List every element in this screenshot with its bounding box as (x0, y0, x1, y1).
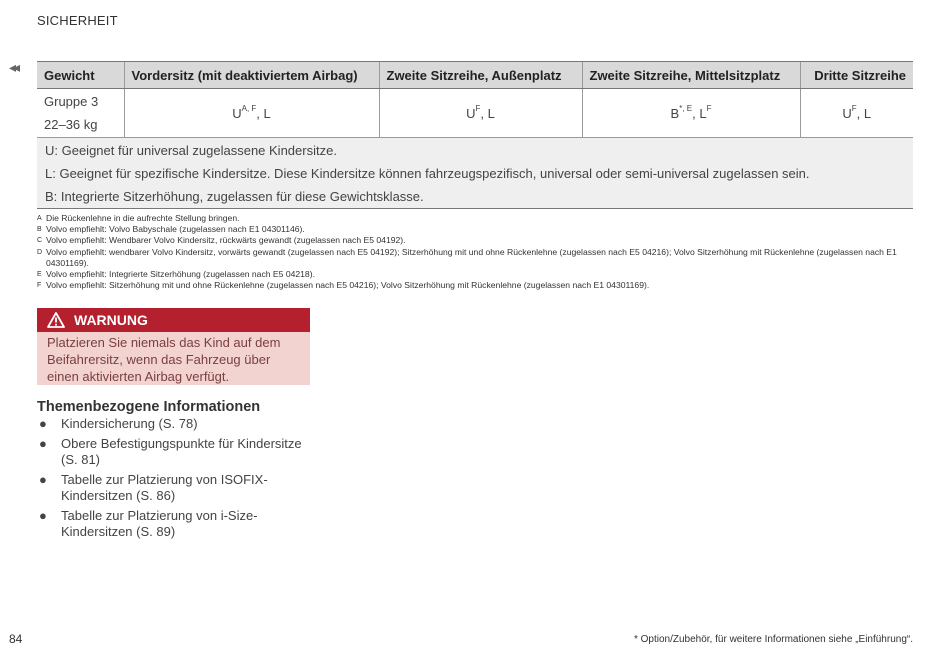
outer-code: U (466, 105, 476, 121)
footnotes (37, 213, 913, 291)
table-header-row (37, 62, 913, 89)
footnote-text: Volvo empfiehlt: wendbarer Volvo Kindersitz, vorwärts gewandt (zugelassen nach E5 04192); Sitzerhöhung mit und ohne Rückenlehne (zugelassen nach E5 04216); Volvo Sitzerhöhung mit Rückenlehne (zugelassen nach E1 04301169). (46, 246, 897, 268)
warning-text: Platzieren Sie niemals das Kind auf dem Beifahrersitz, wenn das Fahrzeug über einen aktivierten Airbag verfügt. (47, 335, 281, 384)
footnote-mark: F (37, 282, 42, 290)
table-legend-row (37, 138, 913, 209)
column-header-front-seat: Vordersitz (mit deaktiviertem Airbag) (124, 62, 379, 89)
column-header-second-row-outer: Zweite Sitzreihe, Außenplatz (379, 62, 582, 89)
middle-footnote-ref-2: F (706, 103, 712, 113)
middle-code-suffix: , L (692, 105, 707, 121)
footnote (37, 247, 913, 269)
footer-note: * Option/Zubehör, für weitere Informationen siehe „Einführung“. (633, 634, 913, 645)
footnote (37, 224, 913, 235)
column-header-third-row: Dritte Sitzreihe (800, 62, 913, 89)
footnote-mark: A (37, 215, 42, 222)
related-info-list (37, 416, 317, 544)
outer-code-suffix: , L (480, 105, 495, 121)
outer-footnote-ref: F (475, 103, 481, 113)
bullet-icon: ● (39, 416, 47, 431)
column-header-second-row-middle: Zweite Sitzreihe, Mittelsitzplatz (582, 62, 800, 89)
double-left-arrow-icon[interactable]: ◂◂ (9, 59, 18, 75)
third-row-cell (800, 89, 913, 138)
footnote-text: Die Rückenlehne in die aufrechte Stellung bringen. (46, 213, 240, 223)
third-code: U (842, 105, 852, 121)
related-link[interactable] (37, 436, 317, 468)
related-link[interactable] (37, 416, 317, 432)
footnote-mark: B (37, 226, 42, 234)
footnote-mark: E (37, 271, 42, 279)
related-link-text[interactable]: Tabelle zur Platzierung von i-Size-Kindersitzen (S. 89) (61, 508, 258, 539)
legend-cell (37, 138, 913, 209)
related-link[interactable] (37, 508, 317, 540)
middle-footnote-ref: *, E (679, 103, 693, 113)
footnote-mark: D (37, 248, 43, 256)
section-header: SICHERHEIT (37, 13, 118, 28)
front-seat-code-suffix: , L (256, 105, 271, 121)
front-seat-cell (124, 89, 379, 138)
footnote-text: Volvo empfiehlt: Volvo Babyschale (zugelassen nach E1 04301146). (46, 224, 305, 235)
related-info-title: Themenbezogene Informationen (37, 399, 261, 415)
legend-item: L: Geeignet für spezifische Kindersitze. Diese Kindersitze können fahrzeugspezifisch, universal oder semi-universal zugelassen sein. (45, 166, 810, 181)
column-header-weight: Gewicht (37, 62, 124, 89)
group-label: Gruppe 3 (44, 94, 99, 109)
bullet-icon: ● (39, 436, 47, 451)
footnote (37, 269, 913, 280)
table-row (37, 89, 913, 138)
third-footnote-ref: F (851, 103, 857, 113)
related-link-text[interactable]: Kindersicherung (S. 78) (61, 416, 198, 431)
weight-range: 22–36 kg (44, 117, 98, 132)
related-link-text[interactable]: Tabelle zur Platzierung von ISOFIX-Kindersitzen (S. 86) (61, 472, 268, 503)
warning-box (37, 308, 310, 385)
related-link[interactable] (37, 472, 317, 504)
footnote (37, 280, 913, 291)
bullet-icon: ● (39, 472, 47, 487)
legend-item: U: Geeignet für universal zugelassene Kindersitze. (45, 143, 337, 158)
footnote-text: Volvo empfiehlt: Wendbarer Volvo Kindersitz, rückwärts gewandt (zugelassen nach E5 04192). (46, 235, 406, 246)
front-seat-code: U (232, 105, 242, 121)
page-number: 84 (9, 632, 23, 646)
weight-cell (37, 89, 124, 138)
child-seat-table (37, 61, 913, 209)
footnote-text: Volvo empfiehlt: Sitzerhöhung mit und ohne Rückenlehne (zugelassen nach E5 04216); Volvo Sitzerhöhung mit Rückenlehne (zugelassen nach E1 04301169). (46, 280, 650, 291)
third-code-suffix: , L (856, 105, 872, 121)
bullet-icon: ● (39, 508, 47, 523)
footnote-mark: C (37, 237, 43, 245)
footnote-text: Volvo empfiehlt: Integrierte Sitzerhöhung (zugelassen nach E5 04218). (46, 269, 315, 280)
footnote (37, 213, 913, 224)
second-row-outer-cell (379, 89, 582, 138)
legend-item: B: Integrierte Sitzerhöhung, zugelassen für diese Gewichtsklasse. (45, 189, 424, 204)
warning-title: WARNUNG (74, 312, 148, 328)
footnote (37, 235, 913, 246)
front-seat-footnote-ref: A, F (241, 103, 257, 113)
second-row-middle-cell (582, 89, 800, 138)
middle-code: B (670, 105, 680, 121)
related-link-text[interactable]: Obere Befestigungspunkte für Kindersitze (S. 81) (61, 436, 302, 467)
warning-header (37, 308, 310, 332)
warning-triangle-icon (47, 312, 65, 328)
